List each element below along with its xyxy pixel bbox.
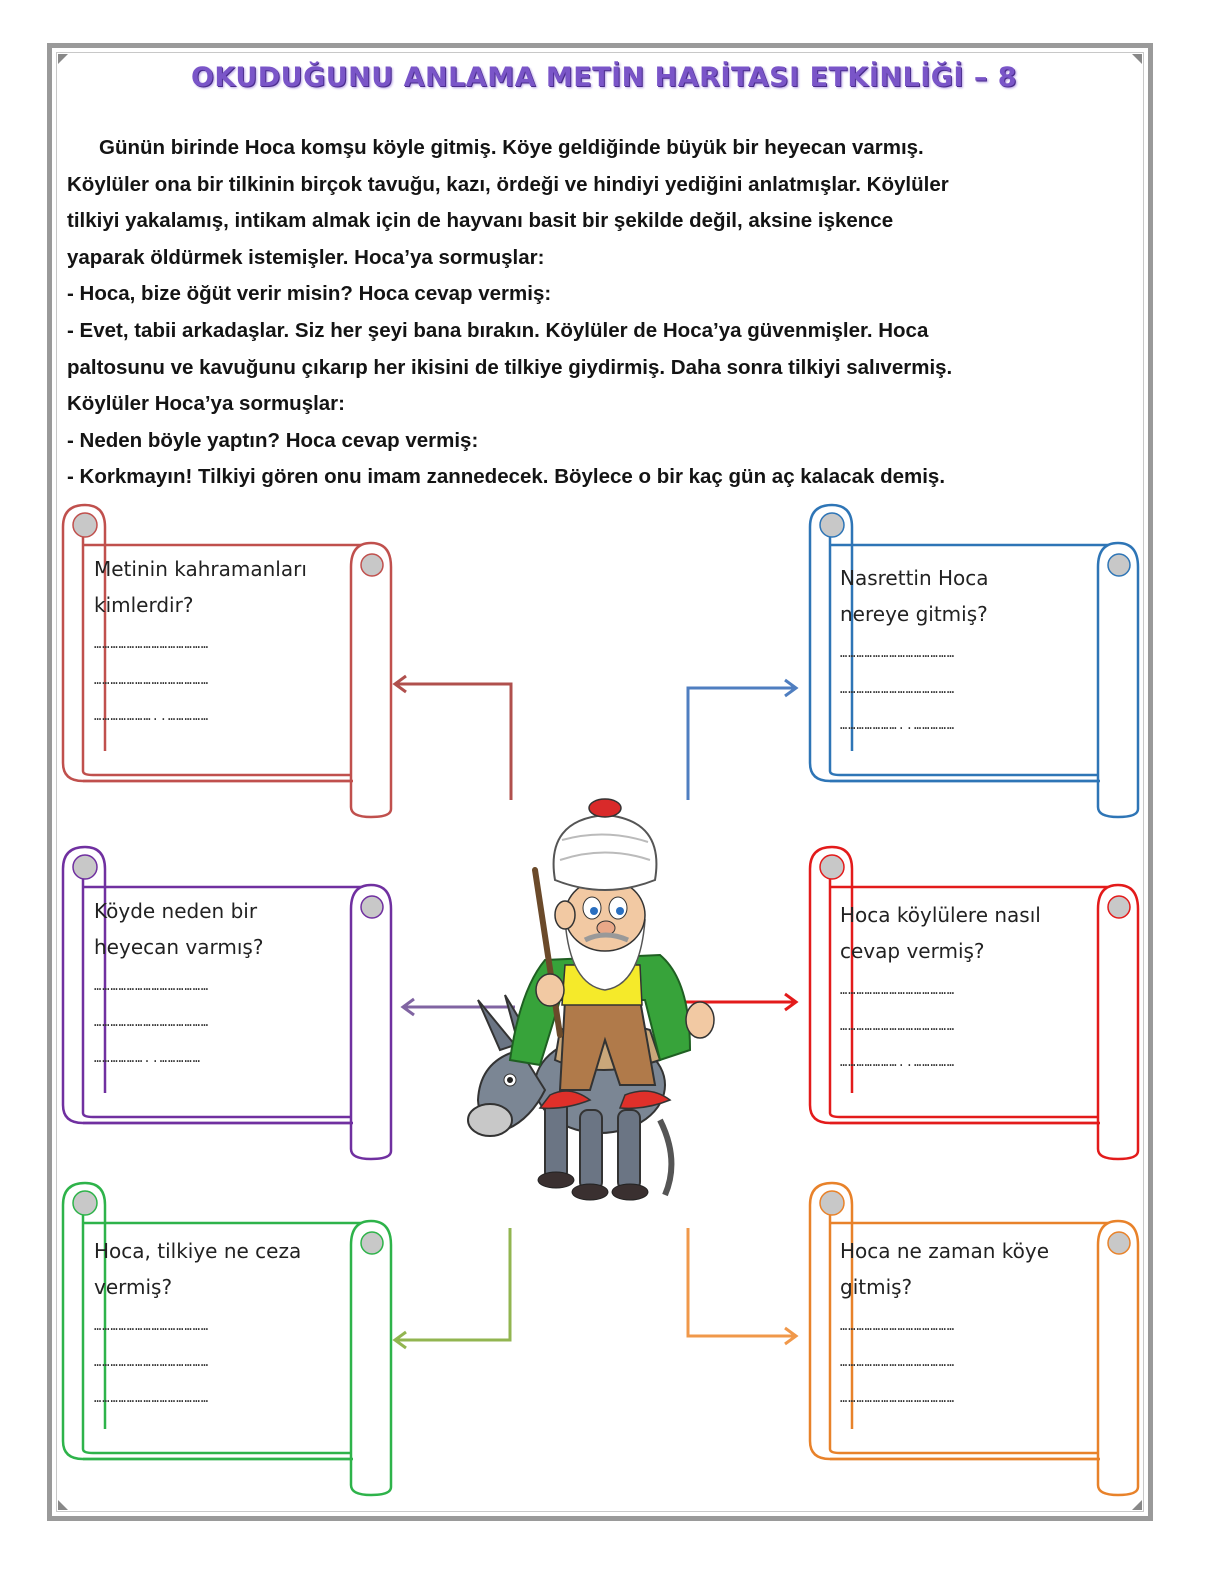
story-line: - Korkmayın! Tilkiyi gören onu imam zannedecek. Böylece o bir kaç gün aç kalacak demiş. bbox=[67, 465, 946, 489]
story-line: Günün birinde Hoca komşu köyle gitmiş. Köye geldiğinde büyük bir heyecan varmış. bbox=[99, 136, 924, 159]
scroll-answer bbox=[810, 847, 1138, 1159]
arrow-bottom-right bbox=[688, 1228, 796, 1344]
answer-line[interactable]: …………………………………… bbox=[840, 646, 956, 660]
question-text: heyecan varmış? bbox=[94, 935, 264, 959]
question-text: nereye gitmiş? bbox=[840, 602, 988, 626]
answer-line[interactable]: ………………..…………… bbox=[94, 1051, 201, 1065]
question-text: Hoca, tilkiye ne ceza bbox=[94, 1239, 302, 1263]
story-line: paltosunu ve kavuğunu çıkarıp her ikisini de tilkiye giydirmiş. Daha sonra tilkiyi salıvermiş. bbox=[67, 355, 953, 379]
answer-line[interactable]: …………………………………… bbox=[840, 1391, 956, 1405]
answer-line[interactable]: …………………………………… bbox=[94, 637, 210, 651]
story-line: - Hoca, bize öğüt verir misin? Hoca cevap vermiş: bbox=[67, 282, 552, 306]
question-text: gitmiş? bbox=[840, 1275, 913, 1299]
question-text: vermiş? bbox=[94, 1275, 173, 1299]
scroll-destination bbox=[810, 505, 1138, 817]
nasreddin-hoca-illustration bbox=[468, 799, 714, 1200]
story-line: yaparak öldürmek istemişler. Hoca’ya sormuşlar: bbox=[67, 245, 545, 269]
arrow-top-left bbox=[395, 676, 511, 800]
answer-line[interactable]: …………………………………… bbox=[94, 1319, 210, 1333]
answer-line[interactable]: …………………………………… bbox=[840, 1019, 956, 1033]
answer-line[interactable]: …………………………………… bbox=[94, 1355, 210, 1369]
question-text: kimlerdir? bbox=[94, 593, 194, 617]
answer-line[interactable]: …………………………………… bbox=[840, 682, 956, 696]
answer-line[interactable]: …………………………………… bbox=[840, 1319, 956, 1333]
answer-line[interactable]: …………………………………… bbox=[94, 1391, 210, 1405]
answer-line[interactable]: …………………………………… bbox=[94, 979, 210, 993]
arrow-bottom-left bbox=[395, 1228, 510, 1348]
answer-line[interactable]: …………………………………… bbox=[94, 1015, 210, 1029]
page-title: OKUDUĞUNU ANLAMA METİN HARİTASI ETKİNLİĞİ – 8 bbox=[190, 62, 1018, 93]
story-line: tilkiyi yakalamış, intikam almak için de hayvanı basit bir şekilde değil, aksine işkence bbox=[67, 209, 894, 233]
scroll-time bbox=[810, 1183, 1138, 1495]
question-text: cevap vermiş? bbox=[840, 939, 985, 963]
answer-line[interactable]: …………………………………… bbox=[94, 673, 210, 687]
arrow-top-right bbox=[688, 680, 796, 800]
scroll-punishment bbox=[63, 1183, 391, 1495]
question-text: Nasrettin Hoca bbox=[840, 566, 989, 590]
question-text: Köyde neden bir bbox=[94, 899, 258, 923]
story-line: - Evet, tabii arkadaşlar. Siz her şeyi bana bırakın. Köylüler de Hoca’ya güvenmişler. Hoca bbox=[67, 318, 929, 342]
story-line: Köylüler Hoca’ya sormuşlar: bbox=[67, 392, 345, 416]
question-text: Metinin kahramanları bbox=[94, 557, 307, 581]
question-text: Hoca köylülere nasıl bbox=[840, 903, 1041, 927]
answer-line[interactable]: …………………..…………… bbox=[94, 709, 210, 723]
arrow-middle-left bbox=[403, 999, 515, 1015]
story-line: - Neden böyle yaptın? Hoca cevap vermiş: bbox=[67, 428, 479, 452]
answer-line[interactable]: …………………………………… bbox=[840, 1355, 956, 1369]
answer-line[interactable]: …………………………………… bbox=[840, 983, 956, 997]
answer-line[interactable]: …………………..…………… bbox=[840, 1055, 956, 1069]
story-line: Köylüler ona bir tilkinin birçok tavuğu, kazı, ördeği ve hindiyi yediğini anlatmışlar. Köylüler bbox=[67, 172, 949, 196]
question-text: Hoca ne zaman köye bbox=[840, 1239, 1049, 1263]
answer-line[interactable]: …………………..…………… bbox=[840, 718, 956, 732]
